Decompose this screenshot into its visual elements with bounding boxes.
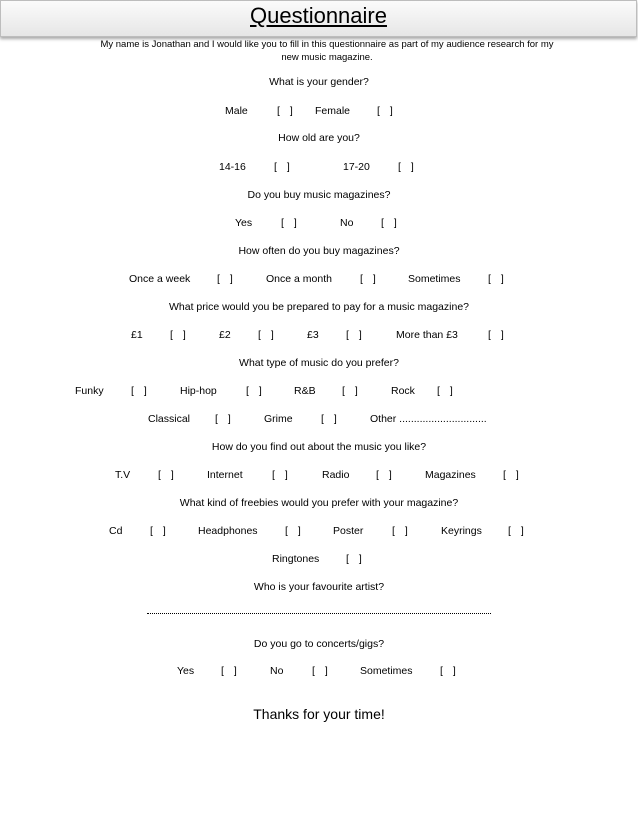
option-magazines: Magazines — [425, 469, 476, 481]
checkbox-keyrings[interactable]: [ ] — [508, 525, 524, 537]
checkbox-no[interactable]: [ ] — [381, 217, 397, 229]
option-female: Female — [315, 105, 351, 117]
checkbox-internet[interactable]: [ ] — [272, 469, 288, 481]
question-how-often: How often do you buy magazines? — [238, 245, 400, 257]
page-title: Questionnaire — [250, 3, 387, 28]
option-keyrings: Keyrings — [441, 525, 482, 537]
checkbox-magazines[interactable]: [ ] — [503, 469, 519, 481]
checkbox-1-pound[interactable]: [ ] — [170, 329, 186, 341]
checkbox-once-a-month[interactable]: [ ] — [360, 273, 376, 285]
checkbox-concerts-yes[interactable]: [ ] — [221, 665, 237, 677]
checkbox-rnb[interactable]: [ ] — [342, 385, 358, 397]
option-yes: Yes — [235, 217, 253, 229]
checkbox-headphones[interactable]: [ ] — [285, 525, 301, 537]
option-other[interactable]: Other .............................. — [370, 413, 487, 425]
option-more-than-3-pound: More than £3 — [396, 329, 458, 341]
checkbox-14-16[interactable]: [ ] — [274, 161, 290, 173]
checkbox-once-a-week[interactable]: [ ] — [217, 273, 233, 285]
question-find-out: How do you find out about the music you like? — [211, 441, 427, 453]
option-grime: Grime — [264, 413, 293, 425]
checkbox-2-pound[interactable]: [ ] — [258, 329, 274, 341]
checkbox-radio[interactable]: [ ] — [376, 469, 392, 481]
checkbox-ringtones[interactable]: [ ] — [346, 553, 362, 565]
checkbox-sometimes[interactable]: [ ] — [488, 273, 504, 285]
checkbox-grime[interactable]: [ ] — [321, 413, 337, 425]
option-headphones: Headphones — [198, 525, 258, 537]
question-concerts: Do you go to concerts/gigs? — [253, 638, 385, 650]
option-internet: Internet — [207, 469, 243, 481]
option-concerts-no: No — [270, 665, 284, 677]
option-no: No — [340, 217, 354, 229]
option-17-20: 17-20 — [343, 161, 370, 173]
thanks-message: Thanks for your time! — [253, 706, 385, 722]
option-classical: Classical — [148, 413, 191, 425]
checkbox-poster[interactable]: [ ] — [392, 525, 408, 537]
option-rnb: R&B — [294, 385, 316, 397]
option-once-a-week: Once a week — [129, 273, 191, 285]
option-sometimes: Sometimes — [408, 273, 461, 285]
checkbox-hip-hop[interactable]: [ ] — [246, 385, 262, 397]
checkbox-concerts-sometimes[interactable]: [ ] — [440, 665, 456, 677]
question-age: How old are you? — [278, 132, 360, 144]
checkbox-cd[interactable]: [ ] — [150, 525, 166, 537]
question-buy: Do you buy music magazines? — [247, 189, 391, 201]
option-male: Male — [225, 105, 248, 117]
checkbox-yes[interactable]: [ ] — [281, 217, 297, 229]
option-hip-hop: Hip-hop — [180, 385, 217, 397]
option-cd: Cd — [109, 525, 123, 537]
option-radio: Radio — [322, 469, 350, 481]
option-funky: Funky — [75, 385, 104, 397]
intro-text: My name is Jonathan and I would like you to fill in this questionnaire as part of my audience research for my new music magazine. — [100, 39, 554, 63]
option-tv: T.V — [115, 469, 131, 481]
checkbox-concerts-no[interactable]: [ ] — [312, 665, 328, 677]
checkbox-classical[interactable]: [ ] — [215, 413, 231, 425]
option-2-pound: £2 — [219, 329, 231, 341]
question-music-type: What type of music do you prefer? — [239, 357, 399, 369]
question-price: What price would you be prepared to pay for a music magazine? — [169, 301, 469, 313]
option-3-pound: £3 — [307, 329, 319, 341]
checkbox-rock[interactable]: [ ] — [437, 385, 453, 397]
checkbox-tv[interactable]: [ ] — [158, 469, 174, 481]
option-concerts-yes: Yes — [177, 665, 195, 677]
checkbox-more-than-3-pound[interactable]: [ ] — [488, 329, 504, 341]
option-rock: Rock — [391, 385, 415, 397]
checkbox-funky[interactable]: [ ] — [131, 385, 147, 397]
option-14-16: 14-16 — [219, 161, 246, 173]
option-1-pound: £1 — [131, 329, 143, 341]
artist-answer-line[interactable] — [147, 609, 491, 614]
option-concerts-sometimes: Sometimes — [360, 665, 413, 677]
checkbox-male[interactable]: [ ] — [277, 105, 293, 117]
question-freebies: What kind of freebies would you prefer with your magazine? — [179, 497, 459, 509]
question-gender: What is your gender? — [269, 76, 369, 88]
checkbox-3-pound[interactable]: [ ] — [346, 329, 362, 341]
checkbox-17-20[interactable]: [ ] — [398, 161, 414, 173]
option-once-a-month: Once a month — [266, 273, 332, 285]
option-poster: Poster — [333, 525, 364, 537]
question-favourite-artist: Who is your favourite artist? — [253, 581, 385, 593]
checkbox-female[interactable]: [ ] — [377, 105, 393, 117]
option-ringtones: Ringtones — [272, 553, 320, 565]
